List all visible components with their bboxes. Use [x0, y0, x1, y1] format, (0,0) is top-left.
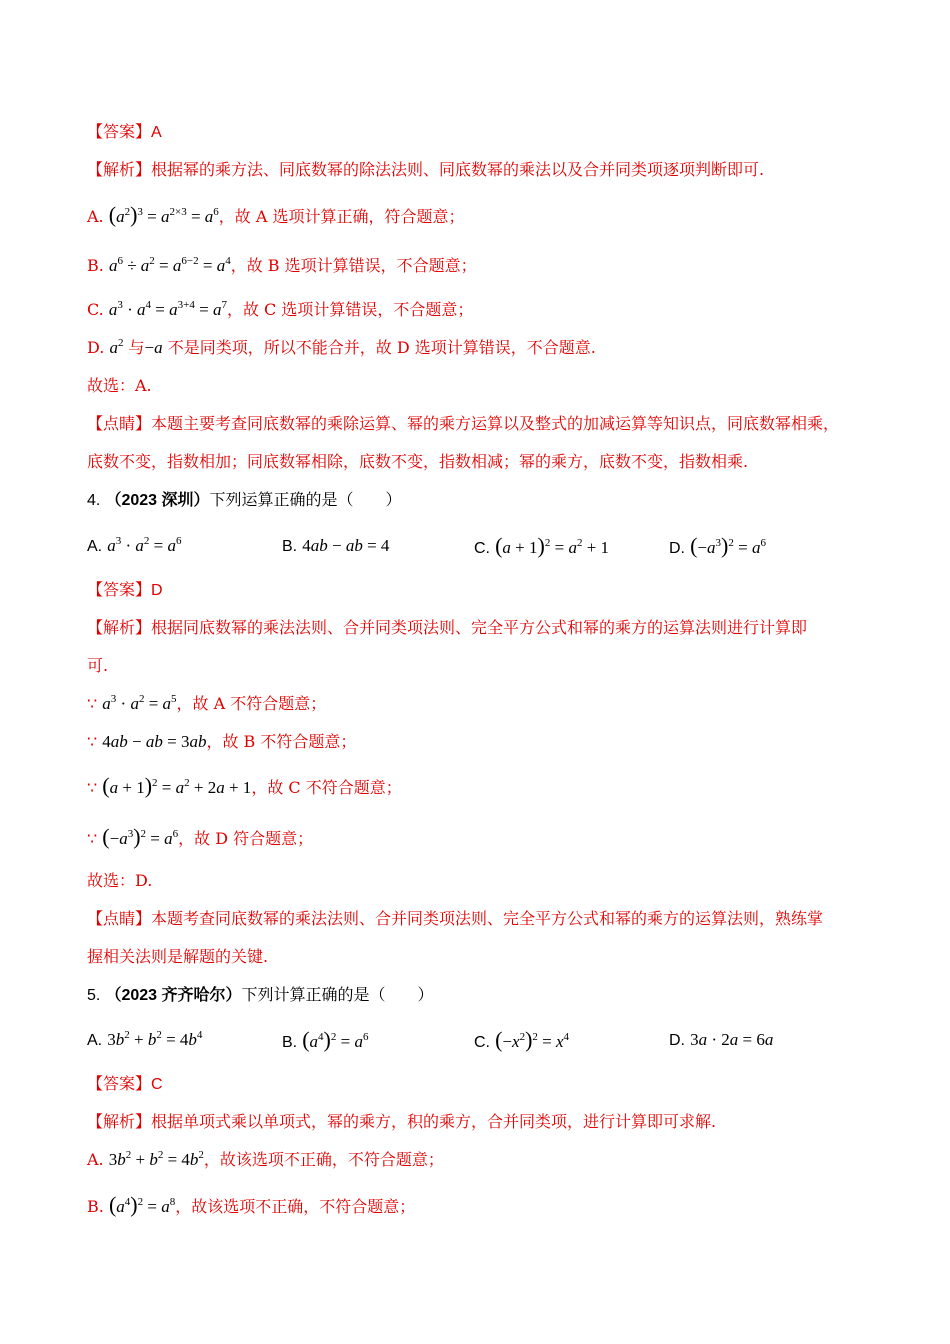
q5-answer — [87, 1073, 163, 1096]
answer-tag: 【答案】 — [87, 580, 152, 599]
analysis-text: 根据幂的乘方法、同底数幂的除法法则、同底数幂的乘法以及合并同类项逐项判断即可. — [151, 160, 765, 179]
q4-comment-1 — [87, 908, 823, 930]
q4-stem — [87, 489, 402, 512]
comment-text: 本题考查同底数幂的乘法法则、合并同类项法则、完全平方公式和幂的乘方的运算法则，熟练掌 — [151, 909, 824, 928]
step-label: D. — [87, 338, 105, 357]
answer-value: C — [151, 1076, 163, 1093]
formula: $(-x^2)^2 = x^4$ — [495, 1027, 570, 1052]
step-text: ，故 C 不符合题意； — [251, 778, 402, 797]
formula: 4ab − ab = 3ab — [102, 732, 207, 751]
question-source: （2023 深圳） — [105, 492, 210, 509]
answer-value: D — [151, 582, 163, 599]
q4-step-c — [87, 775, 402, 799]
q4-step-d — [87, 826, 313, 850]
q4-option-b[interactable] — [282, 535, 389, 558]
formula: $3b^2 + b^2 = 4b^2$ — [108, 1149, 204, 1169]
q4-analysis-2: 可. — [87, 656, 109, 675]
q3-comment-1 — [87, 413, 839, 435]
answer-value: A — [151, 124, 162, 141]
analysis-tag: 【解析】 — [87, 618, 152, 637]
step-text: 不是同类项，所以不能合并，故 D 选项计算错误，不合题意. — [167, 338, 596, 357]
option-label: B. — [282, 1034, 298, 1051]
question-text: 下列计算正确的是（ ） — [241, 985, 434, 1004]
comment-text: 本题主要考查同底数幂的乘除运算、幂的乘方运算以及整式的加减运算等知识点，同底数幂相乘， — [151, 414, 840, 433]
because-symbol: ∵ — [87, 829, 98, 848]
q3-step-c — [87, 299, 473, 321]
q3-step-b — [87, 255, 477, 277]
step-label: B. — [87, 1197, 104, 1216]
step-text: ，故 B 选项计算错误，不合题意； — [230, 256, 477, 275]
option-label: A. — [87, 538, 103, 555]
option-label: B. — [282, 538, 298, 555]
comment-tag: 【点睛】 — [87, 909, 152, 928]
answer-tag: 【答案】 — [87, 122, 152, 141]
q4-option-a[interactable] — [87, 535, 181, 558]
q3-answer — [87, 121, 162, 144]
option-label: C. — [474, 1034, 490, 1051]
formula: $(a + 1)^2 = a^2 + 2a + 1$ — [102, 773, 252, 798]
option-label: A. — [87, 1032, 103, 1049]
formula: $3b^2 + b^2 = 4b^4$ — [107, 1029, 203, 1049]
step-text: ，故 B 不符合题意； — [206, 732, 357, 751]
q3-step-a — [87, 204, 465, 228]
formula: $a^3 \cdot a^4 = a^{3+4} = a^7$ — [108, 299, 227, 319]
q5-step-a — [87, 1149, 444, 1171]
q3-analysis — [87, 159, 764, 181]
formula: $(a^4)^2 = a^8$ — [108, 1192, 176, 1217]
question-number: 5. — [87, 987, 101, 1004]
because-symbol: ∵ — [87, 778, 98, 797]
step-label: C. — [87, 300, 104, 319]
comment-tag: 【点睛】 — [87, 414, 152, 433]
question-source: （2023 齐齐哈尔） — [105, 987, 242, 1004]
question-number: 4. — [87, 492, 101, 509]
q3-comment-2: 底数不变，指数相加；同底数幂相除，底数不变，指数相减；幂的乘方，底数不变，指数相乘. — [87, 452, 749, 471]
q4-comment-2: 握相关法则是解题的关键. — [87, 947, 269, 966]
formula: $a^3 \cdot a^2 = a^5$ — [102, 693, 177, 713]
q4-option-d[interactable] — [669, 535, 766, 560]
because-symbol: ∵ — [87, 694, 98, 713]
formula: $(-a^3)^2 = a^6$ — [102, 824, 179, 849]
q4-option-c[interactable] — [474, 535, 609, 560]
step-text: ，故 A 不符合题意； — [176, 694, 327, 713]
step-label: B. — [87, 256, 104, 275]
step-text: ，故 D 符合题意； — [178, 829, 314, 848]
formula: $(-a^3)^2 = a^6$ — [690, 533, 766, 558]
q4-step-a — [87, 693, 326, 715]
q4-analysis-1 — [87, 617, 807, 639]
analysis-tag: 【解析】 — [87, 1112, 152, 1131]
q5-option-c[interactable] — [474, 1029, 569, 1054]
step-label: A. — [87, 1150, 104, 1169]
q4-answer — [87, 579, 163, 602]
formula: $a^6 \div a^2 = a^{6-2} = a^4$ — [108, 255, 231, 275]
step-text: 与 — [128, 338, 145, 357]
q5-step-b — [87, 1194, 415, 1218]
formula: 4ab − ab = 4 — [302, 536, 390, 555]
step-text: ，故该选项不正确，不符合题意； — [175, 1197, 416, 1216]
step-text: ，故 A 选项计算正确，符合题意； — [218, 207, 465, 226]
q3-step-d — [87, 337, 596, 359]
because-symbol: ∵ — [87, 732, 98, 751]
answer-tag: 【答案】 — [87, 1074, 152, 1093]
formula: $(a + 1)^2 = a^2 + 1$ — [495, 533, 610, 558]
q5-option-d[interactable] — [669, 1029, 773, 1052]
question-text: 下列运算正确的是（ ） — [209, 490, 402, 509]
option-label: C. — [474, 540, 490, 557]
formula: −a — [144, 338, 163, 357]
formula: $a^2$ — [109, 337, 124, 357]
q5-option-a[interactable] — [87, 1029, 202, 1052]
q3-choose: 故选：A. — [87, 376, 152, 395]
step-text: ，故该选项不正确，不符合题意； — [203, 1150, 444, 1169]
q4-choose: 故选：D. — [87, 871, 153, 890]
option-label: D. — [669, 1032, 685, 1049]
option-label: D. — [669, 540, 685, 557]
q5-analysis — [87, 1111, 716, 1133]
q5-stem — [87, 984, 434, 1007]
analysis-tag: 【解析】 — [87, 160, 152, 179]
q4-step-b — [87, 731, 356, 753]
formula: $a^3 \cdot a^2 = a^6$ — [107, 535, 182, 555]
step-text: ，故 C 选项计算错误，不合题意； — [226, 300, 474, 319]
formula: $(a^2)^3 = a^{2\times 3} = a^6$ — [108, 202, 219, 227]
q5-option-b[interactable] — [282, 1029, 368, 1054]
formula: $(a^4)^2 = a^6$ — [302, 1027, 369, 1052]
step-label: A. — [87, 207, 104, 226]
analysis-text: 根据同底数幂的乘法法则、合并同类项法则、完全平方公式和幂的乘方的运算法则进行计算即 — [151, 618, 808, 637]
analysis-text: 根据单项式乘以单项式，幂的乘方，积的乘方，合并同类项，进行计算即可求解. — [151, 1112, 717, 1131]
formula: 3a · 2a = 6a — [690, 1030, 774, 1049]
